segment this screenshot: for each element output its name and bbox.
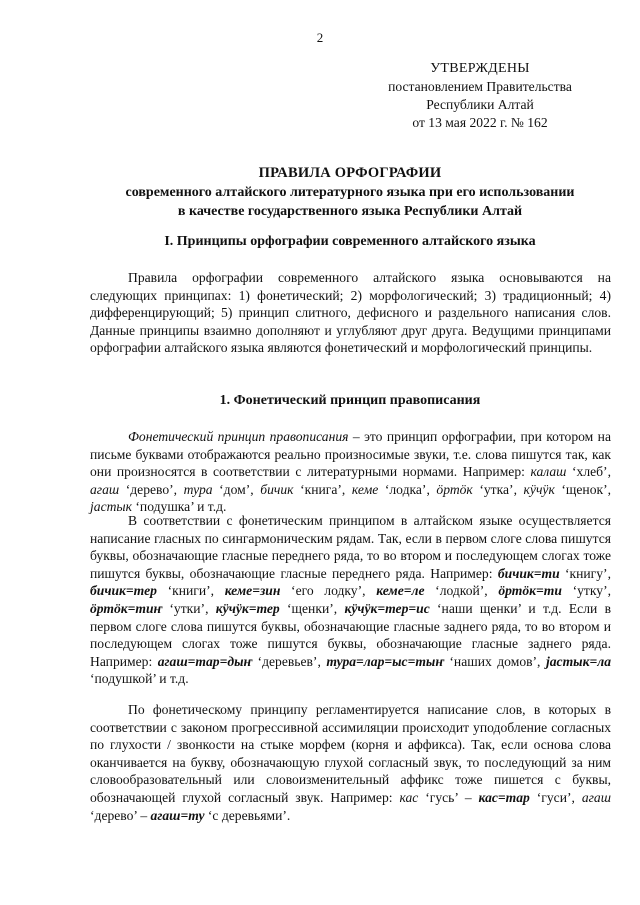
example-word: ӧртӧк=тиҥ: [90, 600, 163, 616]
section-heading: 1. Фонетический принцип правописания: [219, 393, 481, 408]
example-word: кас=тар: [478, 789, 530, 805]
example-word: тура=лар=ыс=тыҥ: [326, 653, 444, 669]
example-word: агаш: [581, 789, 611, 805]
example-word: бичик=тер: [90, 583, 157, 599]
example-word: агаш=тар=дыҥ: [157, 653, 253, 669]
example-word: ӧртӧк=ти: [498, 583, 562, 599]
example-word: бичик=ти: [497, 565, 560, 581]
term: Фонетический принцип правописания: [128, 429, 349, 444]
paragraph: [90, 269, 611, 357]
example-word: јастык: [90, 499, 132, 515]
example-word: ӧртӧк: [436, 481, 473, 497]
approval-line: Республики Алтай: [426, 97, 534, 112]
paragraph-text: Правила орфографии современного алтайского языка основываются на следующих принципах: 1) фонетический; 2) морфологический; 3) традиционный; 4) дифференцирующий; 5) принцип слитного, дефисного и раздельного написания слов. Данные принципы взаимно дополняют и углубляют друг друга. Ведущими принципами орфографии алтайского языка являются фонетический и морфологический принципы.: [90, 270, 611, 356]
example-word: кеме=ле: [376, 583, 425, 599]
example-word: калаш: [530, 464, 567, 480]
paragraph: В соответствии с фонетическим принципом в алтайском языке осуществляется написание гласных по сингармоническим рядам. Так, если в первом слоге слова пишутся буквы, обозначающие гласные переднего ряда, то во втором и последующем слогах тоже пишутся буквы, обозначающие гласные переднего ряда. Например: бичик=ти ‘книгу’, бичик=тер ‘книги’, кеме=зин ‘его лодку’, кеме=ле ‘лодкой’, ӧртӧк=ти ‘утку’, ӧртӧк=тиҥ ‘утки’, кӱчӱк=тер ‘щенки’, кӱчӱк=тер=ис ‘наши щенки’ и т.д. Если в первом слоге слова пишутся буквы, обозначающие гласные заднего ряда, то во втором и последующем слогах тоже пишутся буквы, обозначающие гласные заднего ряда. Например: агаш=тар=дыҥ ‘деревьев’, тура=лар=ыс=тыҥ ‘наших домов’, јастык=ла ‘подушкой’ и т.д.: [90, 513, 611, 687]
example-word: кеме=зин: [224, 583, 281, 599]
approval-line: от 13 мая 2022 г. № 162: [412, 115, 548, 130]
title-line: в качестве государственного языка Республики Алтай: [177, 204, 523, 219]
example-word: јастык=ла: [545, 653, 611, 669]
example-word: агаш=ту: [150, 807, 205, 823]
document-title: [60, 164, 640, 221]
example-word: агаш: [90, 481, 120, 497]
approval-line: постановлением Правительства: [388, 79, 572, 94]
example-word: бичик: [260, 481, 294, 497]
section-heading: I. Принципы орфографии современного алтайского языка: [164, 234, 536, 249]
approval-title: УТВЕРЖДЕНЫ: [430, 61, 530, 76]
example-word: кас: [399, 789, 419, 805]
title-line: ПРАВИЛА ОРФОГРАФИИ: [258, 165, 442, 181]
example-word: кеме: [351, 481, 379, 497]
approval-block: [380, 60, 580, 132]
paragraph: Фонетический принцип правописания – это принцип орфографии, при котором на письме буквами отображаются реально произносимые звуки, т.е. слова пишутся так, как они произносятся в соответствии с литературными нормами. Например: калаш ‘хлеб’, агаш ‘дерево’, тура ‘дом’, бичик ‘книга’, кеме ‘лодка’, ӧртӧк ‘утка’, кӱчӱк ‘щенок’, јастык ‘подушка’ и т.д.: [90, 429, 612, 515]
paragraph: По фонетическому принципу регламентируется написание слов, в которых в соответствии с законом прогрессивной ассимиляции происходит уподобление согласных по глухости / звонкости на стыке морфем (корня и аффикса). Так, если основа слова оканчивается на букву, обозначающую глухой согласный звук, то последующий за ним словообразовательный или словоизменительный аффикс тоже пишется с буквы, обозначающей глухой согласный звук. Например: кас ‘гусь’ – кас=тар ‘гуси’, агаш ‘дерево’ – агаш=ту ‘с деревьями’.: [90, 702, 611, 823]
page-number: 2: [316, 30, 324, 45]
example-word: кӱчӱк=тер: [215, 600, 280, 616]
example-word: кӱчӱк: [523, 481, 555, 497]
example-word: тура: [183, 481, 213, 497]
title-line: современного алтайского литературного языка при его использовании: [125, 185, 575, 200]
example-word: кӱчӱк=тер=ис: [344, 600, 430, 616]
